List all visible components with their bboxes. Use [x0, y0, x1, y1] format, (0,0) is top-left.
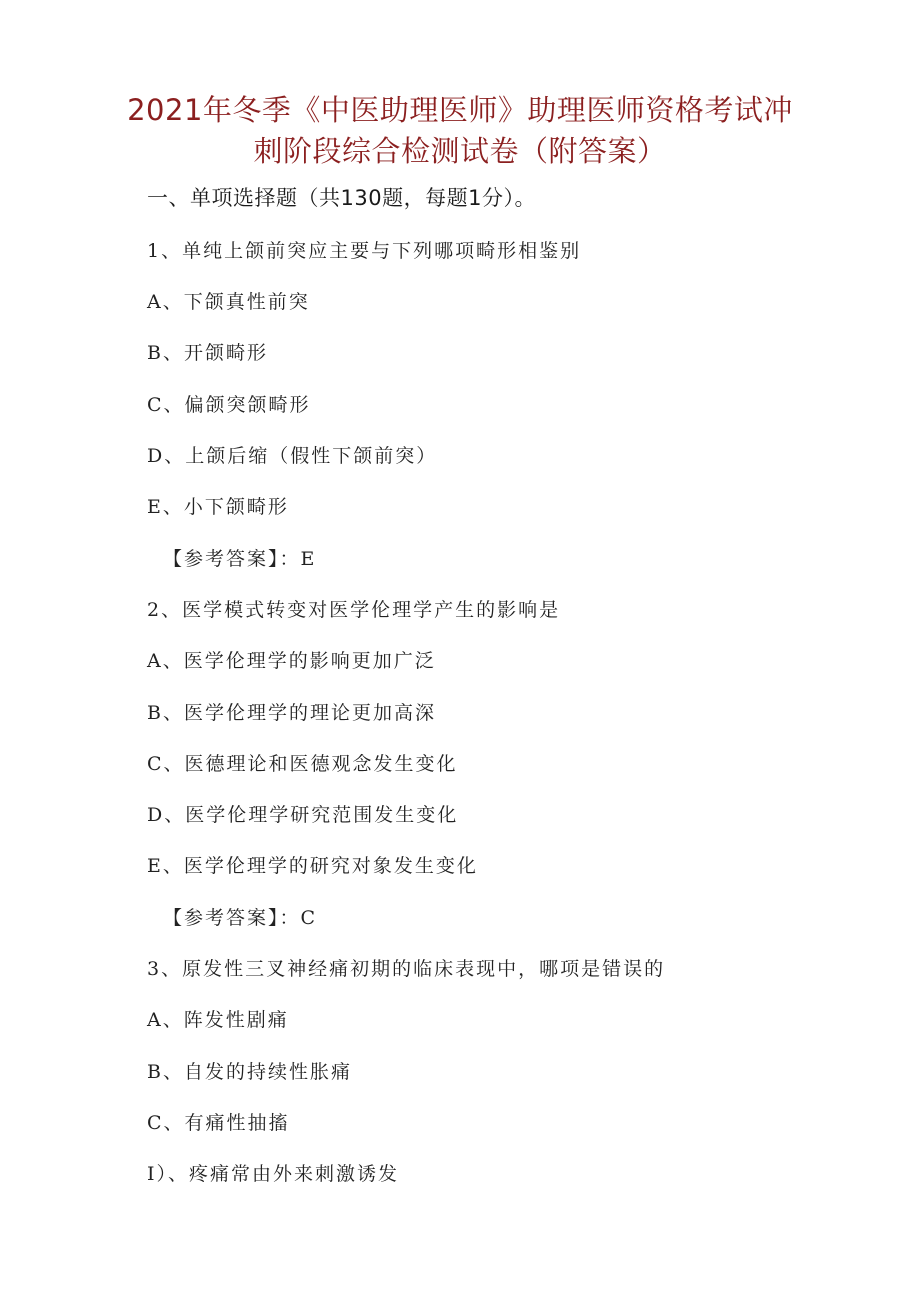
- question-1-answer: 【参考答案】：E: [163, 548, 317, 570]
- question-3-option-b: B、自发的持续性胀痛: [147, 1061, 352, 1083]
- question-2-answer: 【参考答案】：C: [163, 907, 318, 929]
- question-2-option-b: B、医学伦理学的理论更加高深: [147, 702, 436, 724]
- question-2-stem: 2、医学模式转变对医学伦理学产生的影响是: [147, 599, 561, 621]
- question-1-option-a: A、下颌真性前突: [147, 291, 310, 313]
- question-1-stem: 1、单纯上颌前突应主要与下列哪项畸形相鉴别: [147, 240, 582, 262]
- document-title-line-2: 刺阶段综合检测试卷（附答案）: [253, 134, 667, 168]
- question-1-option-b: B、开颌畸形: [147, 342, 268, 364]
- question-3-option-c: C、有痛性抽搐: [147, 1112, 290, 1134]
- question-3-stem: 3、原发性三叉神经痛初期的临床表现中，哪项是错误的: [147, 958, 666, 980]
- question-2-option-a: A、医学伦理学的影响更加广泛: [147, 650, 436, 672]
- document-title-line-1: 2021年冬季《中医助理医师》助理医师资格考试冲: [127, 93, 793, 127]
- question-2-option-e: E、医学伦理学的研究对象发生变化: [147, 855, 478, 877]
- question-1-option-c: C、偏颌突颌畸形: [147, 394, 311, 416]
- question-2-option-d: D、医学伦理学研究范围发生变化: [147, 804, 459, 826]
- question-3-option-d: I）、疼痛常由外来刺激诱发: [147, 1163, 400, 1185]
- question-3-option-a: A、阵发性剧痛: [147, 1009, 289, 1031]
- section-heading: 一、单项选择题（共130题，每题1分）。: [147, 186, 536, 210]
- question-1-option-d: D、上颌后缩（假性下颌前突）: [147, 445, 438, 467]
- question-2-option-c: C、医德理论和医德观念发生变化: [147, 753, 458, 775]
- question-1-option-e: E、小下颌畸形: [147, 496, 289, 518]
